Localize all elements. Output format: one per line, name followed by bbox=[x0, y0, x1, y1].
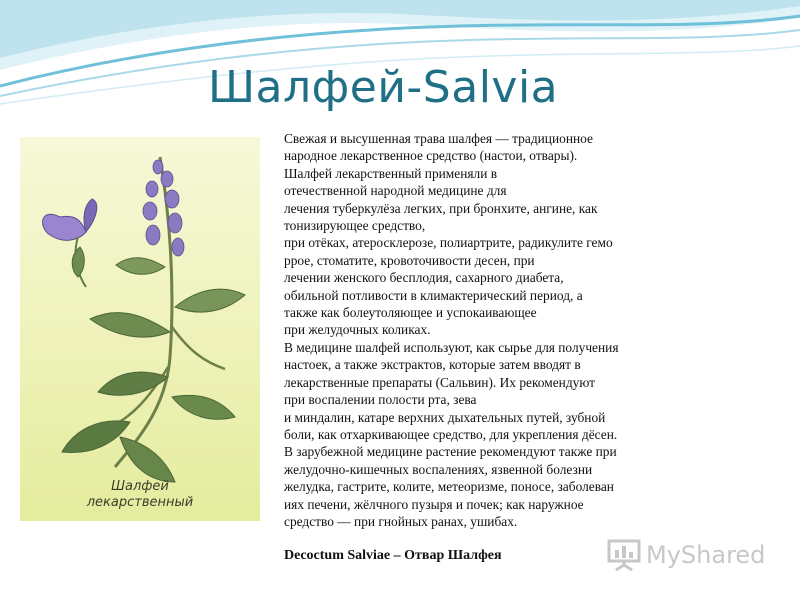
text-line: желудка, гастрите, колите, метеоризме, поносе, заболеван bbox=[284, 479, 614, 495]
text-line: В зарубежной медицине растение рекомендуют также при bbox=[284, 444, 617, 460]
text-line: лечения туберкулёза легких, при бронхите, ангине, как bbox=[284, 200, 598, 216]
text-line: ррое, стоматите, кровоточивости десен, при bbox=[284, 252, 535, 268]
sage-plant-drawing bbox=[20, 137, 260, 521]
text-line: лекарственные препараты (Сальвин). Их рекомендуют bbox=[284, 374, 596, 390]
watermark bbox=[606, 538, 776, 572]
watermark-text: MyShared bbox=[646, 541, 766, 569]
text-line: настоек, а также экстрактов, которые затем вводят в bbox=[284, 357, 581, 373]
text-line: и миндалин, катаре верхних дыхательных путей, зубной bbox=[284, 409, 606, 425]
text-line: при воспалении полости рта, зева bbox=[284, 392, 477, 408]
text-line: при отёках, атеросклерозе, полиартрите, радикулите гемо bbox=[284, 235, 613, 251]
text-line: иях печени, жёлчного пузыря и почек; как наружное bbox=[284, 496, 584, 512]
sage-illustration bbox=[20, 137, 260, 521]
caption-line: Шалфей bbox=[111, 479, 169, 494]
text-line: народное лекарственное средство (настои, отвары). bbox=[284, 148, 578, 164]
text-line: также как болеутоляющее и успокаивающее bbox=[284, 305, 537, 321]
decoction-heading: Decoctum Salviae – Отвар Шалфея bbox=[284, 548, 502, 563]
slide-title: Шалфей-Salvia bbox=[208, 62, 559, 113]
presentation-board-icon bbox=[606, 538, 642, 572]
description-text bbox=[284, 130, 684, 530]
text-line: В медицине шалфей используют, как сырье для получения bbox=[284, 339, 619, 355]
text-line: Шалфей лекарственный применяли в bbox=[284, 165, 498, 181]
text-line: боли, как отхаркивающее средство, для укрепления дёсен. bbox=[284, 426, 618, 442]
text-line: тонизирующее средство, bbox=[284, 218, 426, 234]
illustration-caption bbox=[20, 479, 260, 511]
caption-line: лекарственный bbox=[86, 495, 194, 510]
text-line: Свежая и высушенная трава шалфея — традиционное bbox=[284, 131, 593, 146]
text-line: средство — при гнойных ранах, ушибах. bbox=[284, 513, 518, 529]
text-line: отечественной народной медицине для bbox=[284, 183, 507, 199]
text-line: при желудочных коликах. bbox=[284, 322, 431, 338]
text-line: обильной потливости в климактерический период, а bbox=[284, 287, 583, 303]
text-line: желудочно-кишечных воспалениях, язвенной болезни bbox=[284, 461, 593, 477]
text-line: лечении женского бесплодия, сахарного диабета, bbox=[284, 270, 564, 286]
